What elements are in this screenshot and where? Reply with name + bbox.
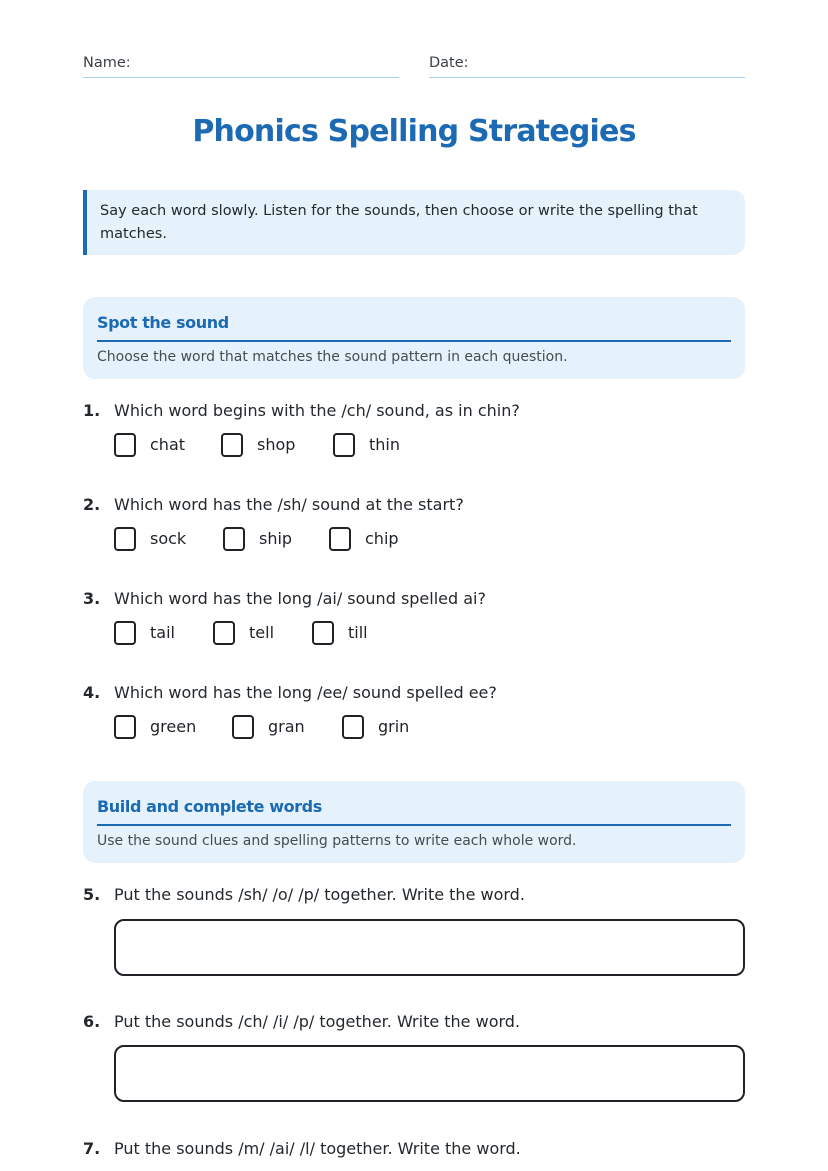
- checkbox[interactable]: [114, 715, 136, 739]
- date-label: Date:: [429, 55, 469, 71]
- section-title: Spot the sound: [97, 312, 731, 342]
- checkbox[interactable]: [114, 621, 136, 645]
- checkbox[interactable]: [232, 715, 254, 739]
- instructions-box: Say each word slowly. Listen for the sounds, then choose or write the spelling that matches.: [83, 190, 745, 255]
- name-field[interactable]: [83, 52, 399, 78]
- section-spot-the-sound: [83, 297, 745, 379]
- name-label: Name:: [83, 55, 131, 71]
- option-label: tail: [150, 623, 175, 642]
- question-number: 6.: [83, 1012, 101, 1031]
- question-text: Which word begins with the /ch/ sound, as in chin?: [114, 401, 520, 420]
- option-label: thin: [369, 435, 400, 454]
- checkbox[interactable]: [333, 433, 355, 457]
- option-label: till: [348, 623, 368, 642]
- question-number: 4.: [83, 683, 101, 702]
- answer-box[interactable]: [114, 1045, 745, 1102]
- section-description: Choose the word that matches the sound pattern in each question.: [97, 349, 568, 365]
- question-number: 1.: [83, 401, 101, 420]
- question-text: Which word has the /sh/ sound at the start?: [114, 495, 464, 514]
- question-number: 3.: [83, 589, 101, 608]
- checkbox[interactable]: [342, 715, 364, 739]
- section-build-and-complete-words: [83, 781, 745, 863]
- question-text: Put the sounds /sh/ /o/ /p/ together. Write the word.: [114, 885, 525, 904]
- checkbox[interactable]: [114, 433, 136, 457]
- question-text: Put the sounds /ch/ /i/ /p/ together. Write the word.: [114, 1012, 521, 1031]
- question-text: Put the sounds /m/ /ai/ /l/ together. Write the word.: [114, 1139, 521, 1158]
- question-number: 7.: [83, 1139, 101, 1158]
- option-label: gran: [268, 717, 305, 736]
- option-label: shop: [257, 435, 296, 454]
- option-label: tell: [249, 623, 275, 642]
- option-label: ship: [259, 529, 293, 548]
- checkbox[interactable]: [213, 621, 235, 645]
- checkbox[interactable]: [221, 433, 243, 457]
- question-text: Which word has the long /ai/ sound spelled ai?: [114, 589, 486, 608]
- date-field[interactable]: [429, 52, 745, 78]
- option-label: sock: [150, 529, 187, 548]
- section-description: Use the sound clues and spelling patterns to write each whole word.: [97, 833, 577, 849]
- question-number: 5.: [83, 885, 101, 904]
- option-label: grin: [378, 717, 410, 736]
- checkbox[interactable]: [114, 527, 136, 551]
- option-label: chat: [150, 435, 186, 454]
- option-label: green: [150, 717, 197, 736]
- page-title: Phonics Spelling Strategies: [192, 114, 636, 149]
- header-fields: [83, 52, 745, 78]
- section-title: Build and complete words: [97, 796, 731, 826]
- checkbox[interactable]: [329, 527, 351, 551]
- question-text: Which word has the long /ee/ sound spelled ee?: [114, 683, 497, 702]
- answer-box[interactable]: [114, 919, 745, 976]
- question-number: 2.: [83, 495, 101, 514]
- checkbox[interactable]: [223, 527, 245, 551]
- option-label: chip: [365, 529, 399, 548]
- checkbox[interactable]: [312, 621, 334, 645]
